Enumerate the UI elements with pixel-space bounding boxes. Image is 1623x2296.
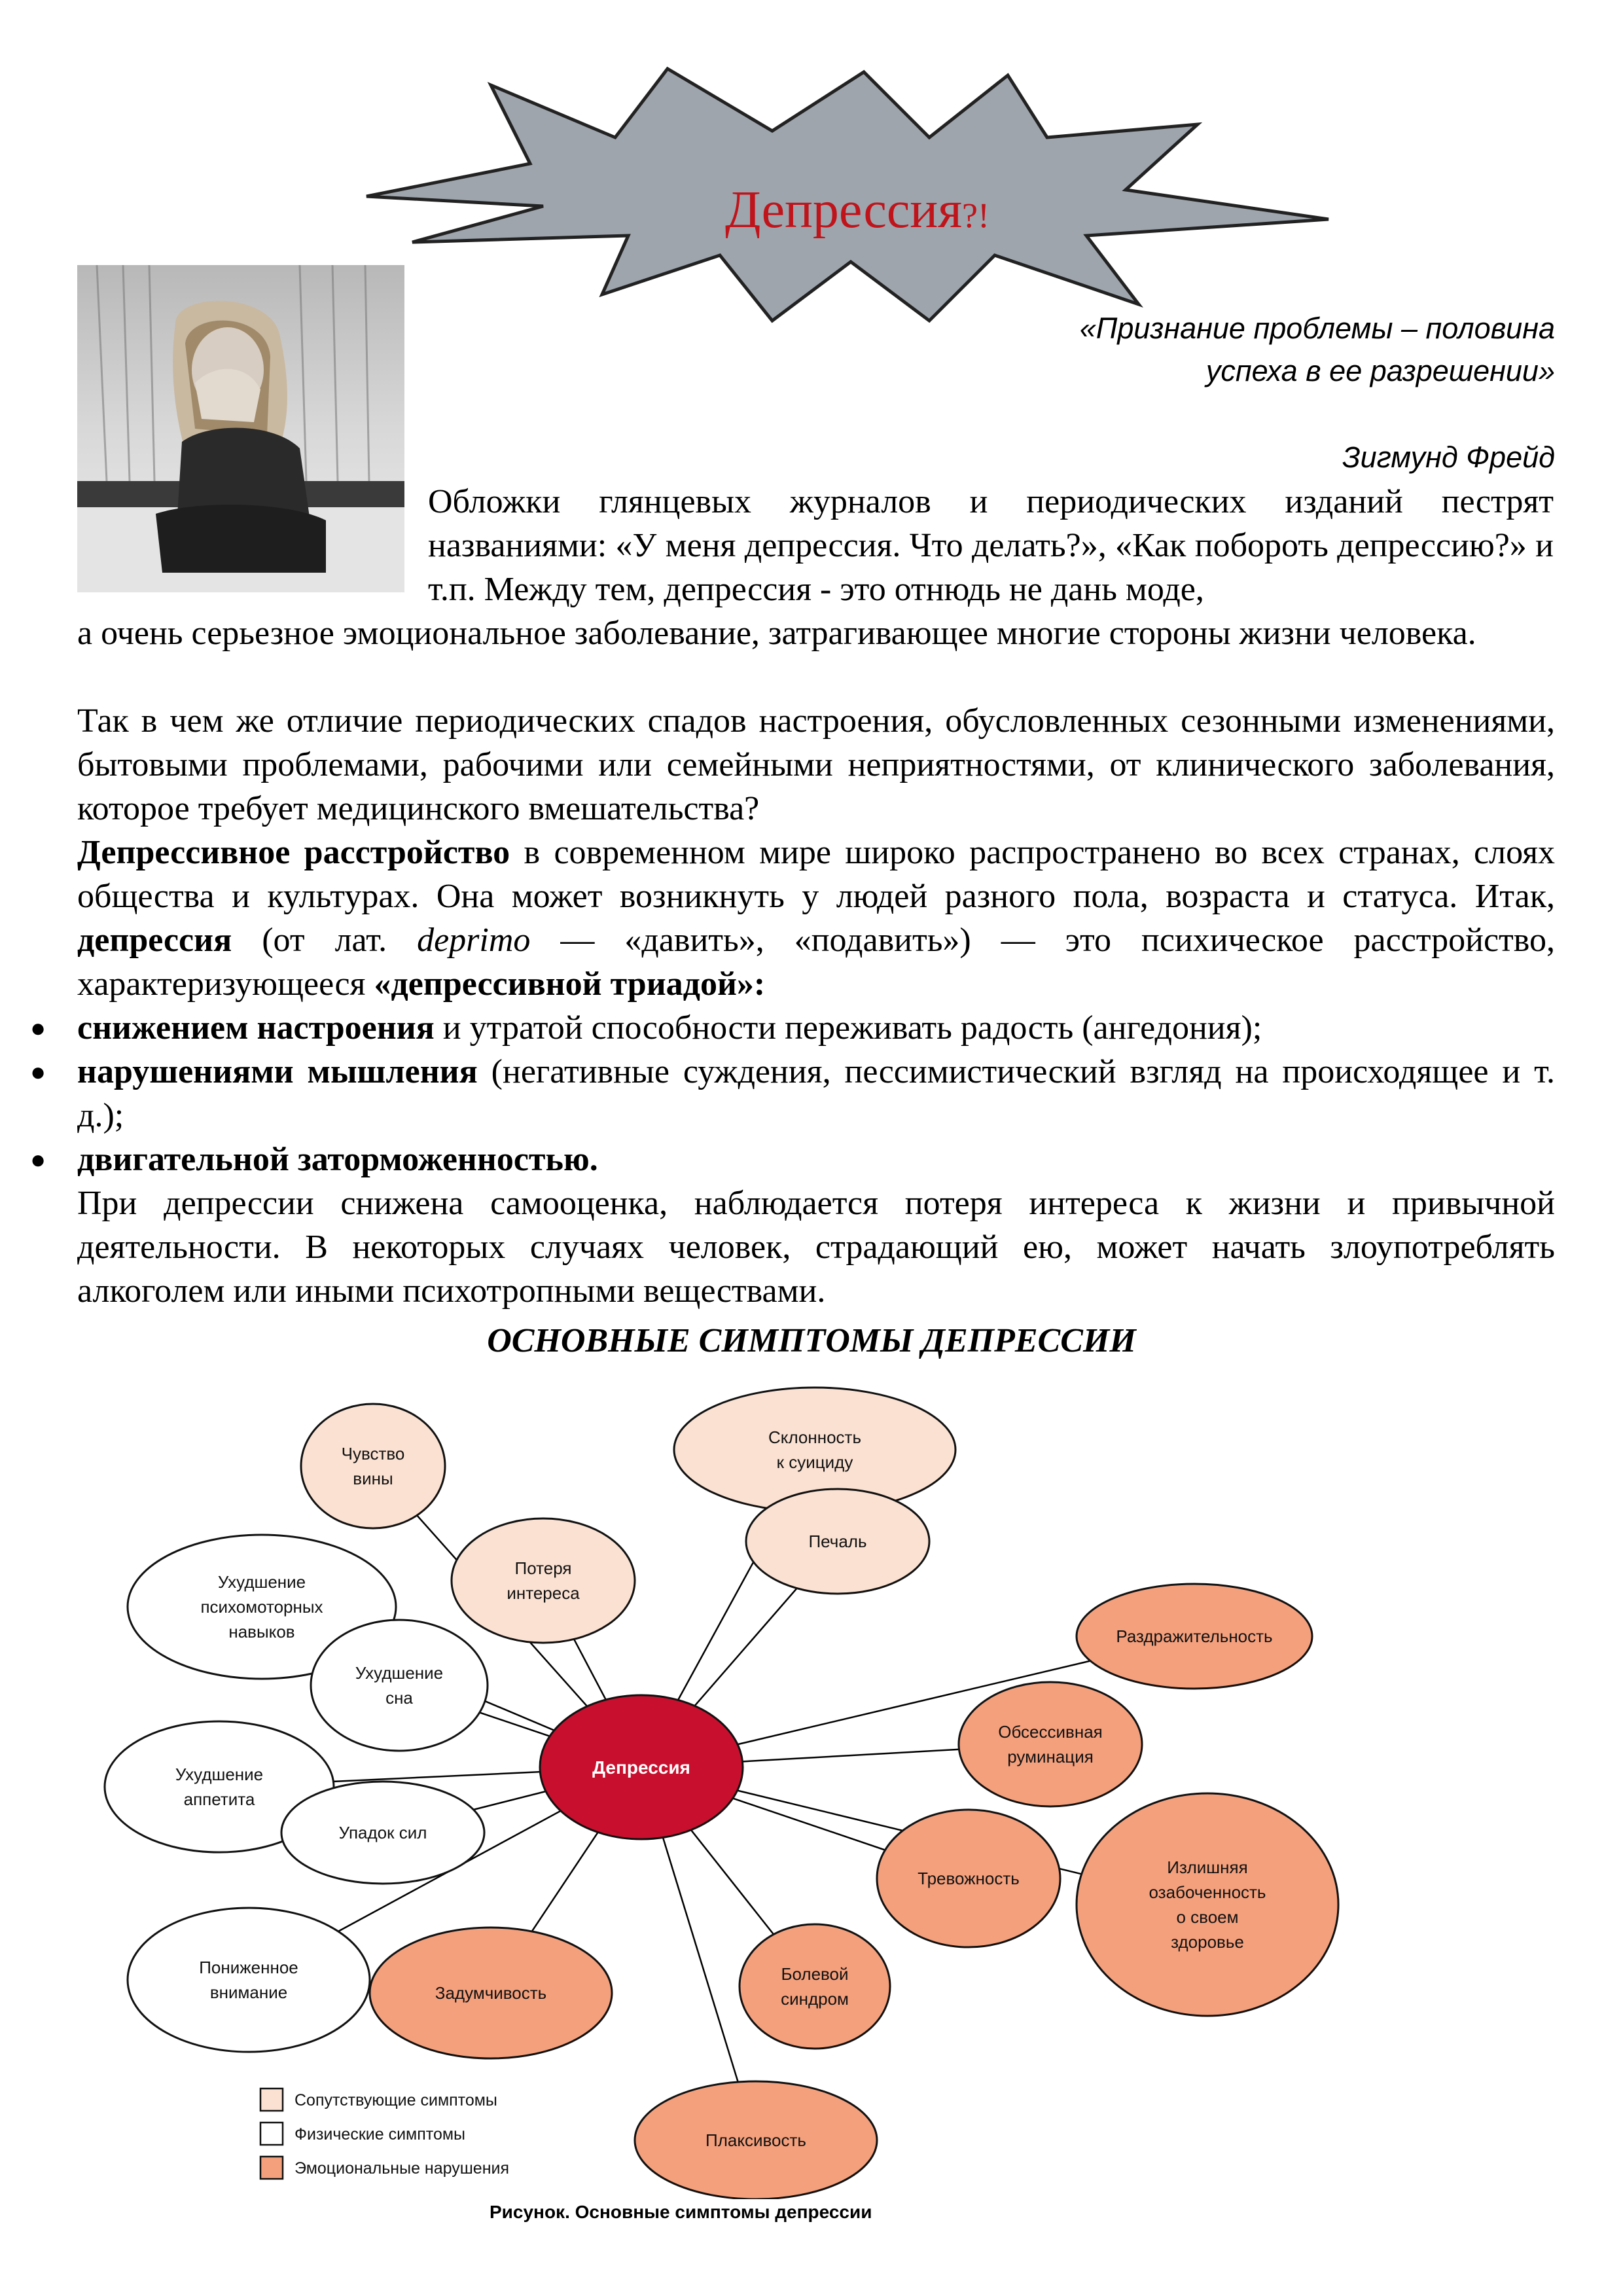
symptom-label: здоровье [1171, 1932, 1244, 1952]
symptom-node-shape [1077, 1793, 1338, 2016]
triad-item-motor: двигательной заторможенностью. [77, 1141, 598, 1178]
symptom-label: Ухудшение [175, 1765, 264, 1784]
symptom-label: Чувство [341, 1444, 405, 1463]
definition-paragraph: Депрессивное расстройство в современном мире широко распространено во всех странах, слоях общества и культурах. Она может возникнуть у людей разного пола, возраста и статуса. Итак, депрессия (от лат. deprimo — «давить», «подавить») — это психическое расстройство, характеризующееся «депрессивной триадой»: [77, 834, 1556, 1003]
symptom-node [746, 1489, 929, 1594]
symptom-node-shape [311, 1620, 488, 1751]
bullet-dot: ● [30, 1013, 46, 1043]
symptom-node-shape [740, 1924, 890, 2049]
symptom-node [370, 1928, 612, 2058]
term-latin: deprimo [417, 922, 531, 959]
triad-item-thinking: нарушениями мышления (негативные суждения, пессимистический взгляд на происходящее и т. д.); [77, 1053, 1555, 1134]
title-marks: ?! [962, 196, 990, 235]
diagram-legend [260, 2089, 509, 2179]
svg-text:Депрессия?! [725, 181, 990, 239]
bullet-dot: ● [30, 1057, 46, 1086]
symptom-label: Пониженное [199, 1958, 298, 1977]
symptom-label: синдром [781, 1989, 849, 2009]
section-heading: ОСНОВНЫЕ СИМПТОМЫ ДЕПРЕССИИ [487, 1322, 1136, 1359]
consequences-paragraph: При депрессии снижена самооценка, наблюдается потеря интереса к жизни и привычной деятельности. В некоторых случаях человек, страдающий ею, может начать злоупотреблять алкоголем или иными психотропными веществами. [77, 1185, 1555, 1310]
symptom-label: озабоченность [1149, 1882, 1266, 1902]
symptom-label: Излишняя [1167, 1857, 1248, 1877]
legend-swatch [260, 2157, 283, 2179]
center-node [540, 1695, 743, 1839]
symptom-node-shape [301, 1404, 445, 1528]
symptom-node [959, 1682, 1142, 1806]
symptom-node [311, 1620, 488, 1751]
legend-label: Сопутствующие симптомы [294, 2091, 497, 2109]
symptom-node [128, 1908, 370, 2052]
symptom-node [1077, 1793, 1338, 2016]
symptom-node [740, 1924, 890, 2049]
symptoms-diagram [92, 1381, 1544, 2199]
term-depression: депрессия [77, 922, 232, 959]
symptom-label: Ухудшение [217, 1572, 306, 1592]
symptom-label: навыков [228, 1622, 295, 1641]
symptom-label: вины [353, 1469, 393, 1488]
symptom-label: к суициду [776, 1452, 853, 1472]
symptom-label: психомоторных [200, 1597, 323, 1617]
title-starburst [353, 59, 1348, 334]
symptom-node [1077, 1584, 1312, 1689]
symptom-node [877, 1810, 1060, 1947]
question-paragraph: Так в чем же отличие периодических спадов настроения, обусловленных сезонными изменениями, бытовыми проблемами, рабочими или семейными неприятностями, от клинического заболевания, которое требует медицинского вмешательства? [77, 702, 1555, 827]
legend-swatch [260, 2123, 283, 2145]
diagram-nodes [105, 1388, 1338, 2199]
legend-swatch [260, 2089, 283, 2111]
symptom-label: Ухудшение [355, 1663, 444, 1683]
symptom-node [635, 2081, 877, 2199]
symptom-node-shape [128, 1908, 370, 2052]
symptom-label: Тревожность [918, 1869, 1020, 1888]
symptom-node [452, 1518, 635, 1643]
intro-paragraph: Обложки глянцевых журналов и периодических изданий пестрят названиями: «У меня депрессия. Что делать?», «Как побороть депрессию?» и т.п. Между тем, депрессия - это отнюдь не дань моде, [428, 483, 1554, 608]
symptom-label: Потеря [514, 1558, 572, 1578]
bullet-dot: ● [30, 1145, 46, 1174]
symptom-label: о своем [1176, 1907, 1239, 1927]
legend-label: Эмоциональные нарушения [294, 2159, 510, 2178]
symptom-label: Задумчивость [435, 1983, 547, 2003]
symptom-label: руминация [1007, 1747, 1094, 1767]
symptom-label: Обсессивная [998, 1722, 1103, 1742]
symptom-label: Упадок сил [338, 1823, 427, 1842]
term-depressive-disorder: Депрессивное расстройство [77, 834, 510, 871]
symptom-label: сна [385, 1688, 413, 1708]
quote-author: Зигмунд Фрейд [1342, 440, 1555, 474]
center-node-label: Депрессия [592, 1757, 690, 1778]
intro-paragraph-continued: а очень серьезное эмоциональное заболевание, затрагивающее многие стороны жизни человека. [77, 615, 1476, 652]
figure-caption: Рисунок. Основные симптомы депрессии [490, 2202, 872, 2222]
legend-label: Физические симптомы [294, 2125, 465, 2144]
symptom-label: Болевой [781, 1964, 849, 1984]
symptom-label: Склонность [768, 1427, 861, 1447]
term-triad: «депрессивной триадой»: [374, 965, 766, 1003]
symptom-node-shape [452, 1518, 635, 1643]
symptom-node [301, 1404, 445, 1528]
symptom-label: Раздражительность [1116, 1626, 1273, 1646]
quote-line-1: «Признание проблемы – половина [1079, 312, 1555, 345]
symptom-label: Печаль [808, 1532, 867, 1551]
title-text: Депрессия [725, 181, 963, 239]
symptom-label: Плаксивость [705, 2130, 806, 2150]
sad-woman-photo [77, 265, 404, 592]
quote-line-2: успеха в ее разрешении» [1205, 354, 1555, 387]
symptom-node [281, 1782, 484, 1884]
symptom-label: интереса [507, 1583, 580, 1603]
symptom-label: внимание [209, 1982, 288, 2002]
symptom-label: аппетита [183, 1789, 255, 1809]
triad-item-mood: снижением настроения и утратой способности переживать радость (ангедония); [77, 1009, 1262, 1047]
symptom-node-shape [959, 1682, 1142, 1806]
